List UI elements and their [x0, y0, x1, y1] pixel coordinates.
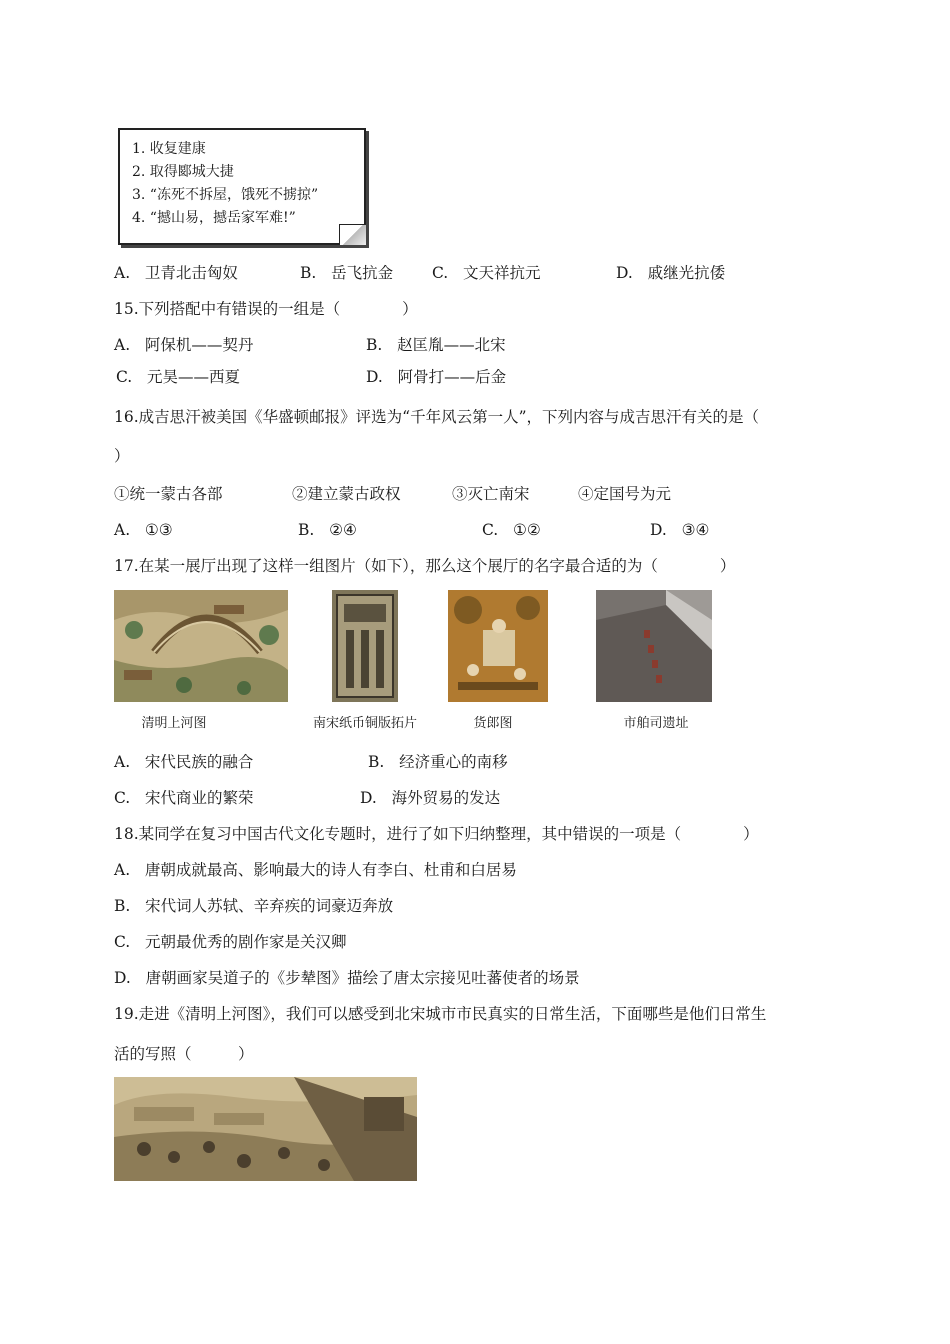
q17-stem: 17.在某一展厅出现了这样一组图片（如下），那么这个展厅的名字最合适的为（ ）	[114, 557, 736, 575]
q14-option-a[interactable]: A. 卫青北击匈奴	[114, 264, 238, 282]
q16-option-a[interactable]: A. ①③	[114, 521, 173, 539]
q17-option-c[interactable]: C. 宋代商业的繁荣	[114, 789, 254, 807]
q18-option-d[interactable]: D. 唐朝画家吴道子的《步辇图》描绘了唐太宗接见吐蕃使者的场景	[114, 969, 580, 987]
song-paper-money-rubbing-image	[332, 590, 398, 702]
q18-option-a[interactable]: A. 唐朝成就最高、影响最大的诗人有李白、杜甫和白居易	[114, 861, 517, 879]
q16-statement-1: ①统一蒙古各部	[114, 485, 223, 503]
q19-stem-line1: 19.走进《清明上河图》，我们可以感受到北宋城市市民真实的日常生活，下面哪些是他们日常生	[114, 1005, 767, 1023]
page-curl-icon	[339, 224, 366, 245]
q17-option-b[interactable]: B. 经济重心的南移	[368, 753, 508, 771]
q19-stem-line2: 活的写照（ ）	[114, 1045, 254, 1063]
q18-option-c[interactable]: C. 元朝最优秀的剧作家是关汉卿	[114, 933, 347, 951]
q16-statement-3: ③灭亡南宋	[452, 485, 530, 503]
q16-statement-2: ②建立蒙古政权	[292, 485, 401, 503]
image-caption: 清明上河图	[141, 716, 207, 731]
q17-option-a[interactable]: A. 宋代民族的融合	[114, 753, 254, 771]
image-caption: 南宋纸币铜版拓片	[312, 716, 417, 731]
q16-stem-line1: 16.成吉思汗被美国《华盛顿邮报》评选为“千年风云第一人”，下列内容与成吉思汗有关的是（	[114, 408, 760, 426]
q16-option-c[interactable]: C. ①②	[482, 521, 541, 539]
q17-option-d[interactable]: D. 海外贸易的发达	[360, 789, 501, 807]
qingming-painting-image	[114, 590, 288, 702]
q16-stem-line2: ）	[114, 447, 130, 465]
qingming-street-scene-image	[114, 1077, 417, 1181]
image-caption: 货郎图	[473, 716, 513, 731]
note-item: 2. 取得郾城大捷	[132, 164, 234, 180]
peddler-painting-image	[448, 590, 548, 702]
image-caption: 市舶司遗址	[623, 716, 689, 731]
q14-option-c[interactable]: C. 文天祥抗元	[432, 264, 541, 282]
quote-note-box	[118, 128, 366, 245]
q16-statement-4: ④定国号为元	[578, 485, 672, 503]
q15-option-a[interactable]: A. 阿保机——契丹	[114, 336, 254, 354]
q16-option-b[interactable]: B. ②④	[298, 521, 357, 539]
q14-option-b[interactable]: B. 岳飞抗金	[300, 264, 394, 282]
q15-option-d[interactable]: D. 阿骨打——后金	[366, 368, 507, 386]
q14-option-d[interactable]: D. 戚继光抗倭	[616, 264, 726, 282]
q16-option-d[interactable]: D. ③④	[650, 521, 710, 539]
q15-option-b[interactable]: B. 赵匡胤——北宋	[366, 336, 506, 354]
q15-option-c[interactable]: C. 元昊——西夏	[116, 368, 241, 386]
q15-stem: 15.下列搭配中有错误的一组是（ ）	[114, 300, 418, 318]
shibosi-ruins-image	[596, 590, 712, 702]
q18-option-b[interactable]: B. 宋代词人苏轼、辛弃疾的词豪迈奔放	[114, 897, 394, 915]
note-item: 1. 收复建康	[132, 141, 206, 157]
q18-stem: 18.某同学在复习中国古代文化专题时，进行了如下归纳整理，其中错误的一项是（ ）	[114, 825, 759, 843]
note-item: 4. “撼山易，撼岳家军难!”	[132, 210, 296, 226]
note-item: 3. “冻死不拆屋，饿死不掳掠”	[132, 187, 319, 203]
